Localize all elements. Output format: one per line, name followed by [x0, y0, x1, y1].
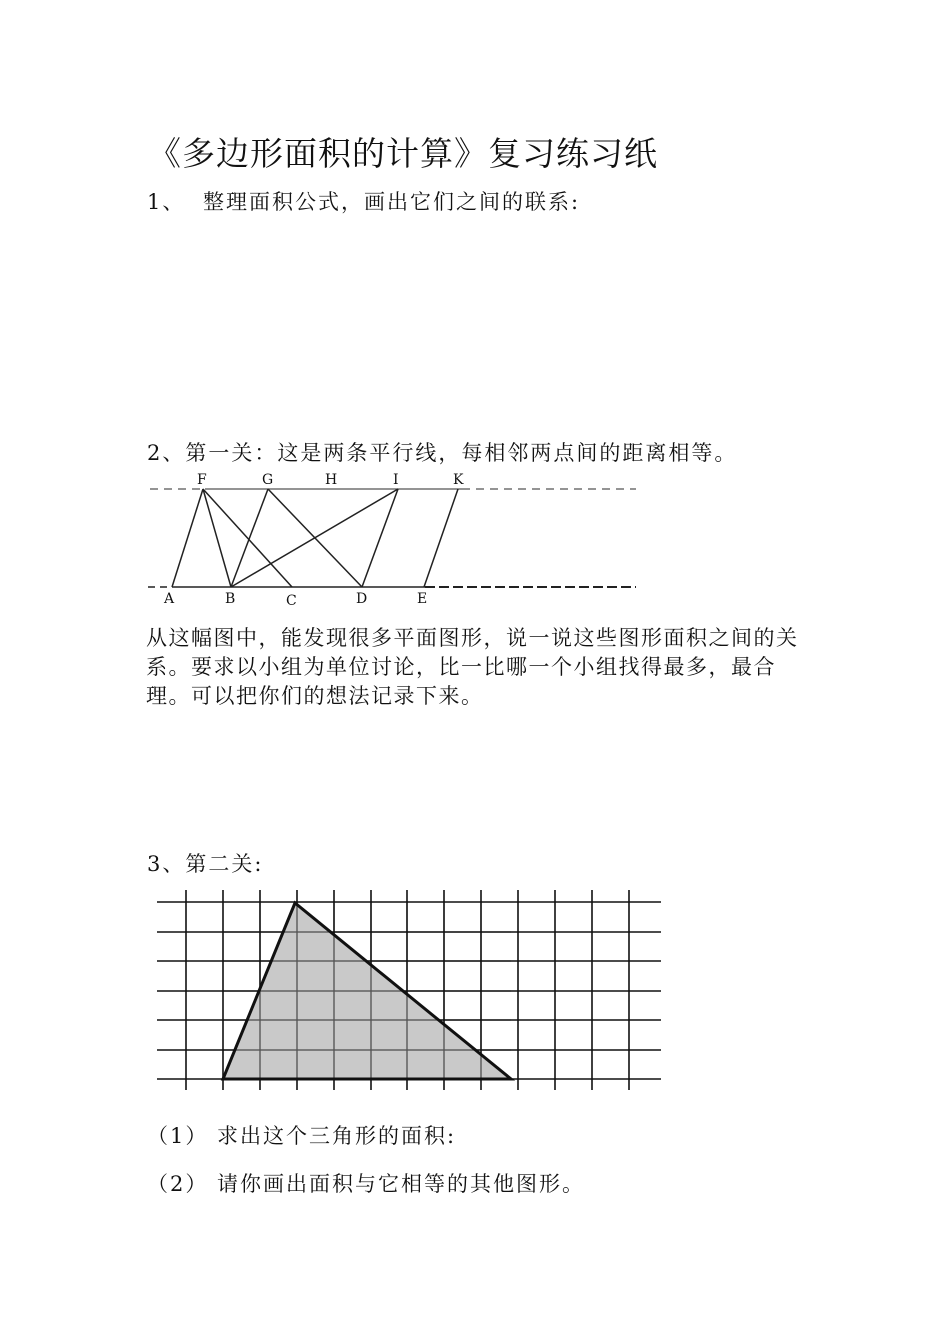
point-label-I: I [393, 472, 399, 488]
point-label-E: E [417, 591, 428, 607]
point-label-A: A [164, 591, 175, 607]
page-title: 《多边形面积的计算》复习练习纸 [148, 134, 658, 173]
question-1-number: 1、 [147, 190, 186, 214]
question-3-sub-2: （2） 请你画出面积与它相等的其他图形。 [147, 1172, 586, 1196]
point-label-B: B [225, 591, 236, 607]
question-3-heading: 3、第二关: [147, 852, 264, 876]
point-label-F: F [197, 472, 207, 488]
question-3-sub-1: （1） 求出这个三角形的面积: [147, 1124, 457, 1148]
question-2-instructions: 从这幅图中，能发现很多平面图形，说一说这些图形面积之间的关系。要求以小组为单位讨论，比一比哪一个小组找得最多，最合理。可以把你们的想法记录下来。 [146, 626, 799, 708]
point-label-C: C [286, 593, 297, 609]
point-label-H: H [325, 472, 338, 488]
point-label-K: K [453, 472, 464, 488]
question-1-text: 整理面积公式，画出它们之间的联系: [203, 190, 581, 214]
point-label-D: D [356, 591, 368, 607]
point-label-G: G [262, 472, 274, 488]
question-2-heading: 2、第一关：这是两条平行线，每相邻两点间的距离相等。 [147, 441, 738, 465]
